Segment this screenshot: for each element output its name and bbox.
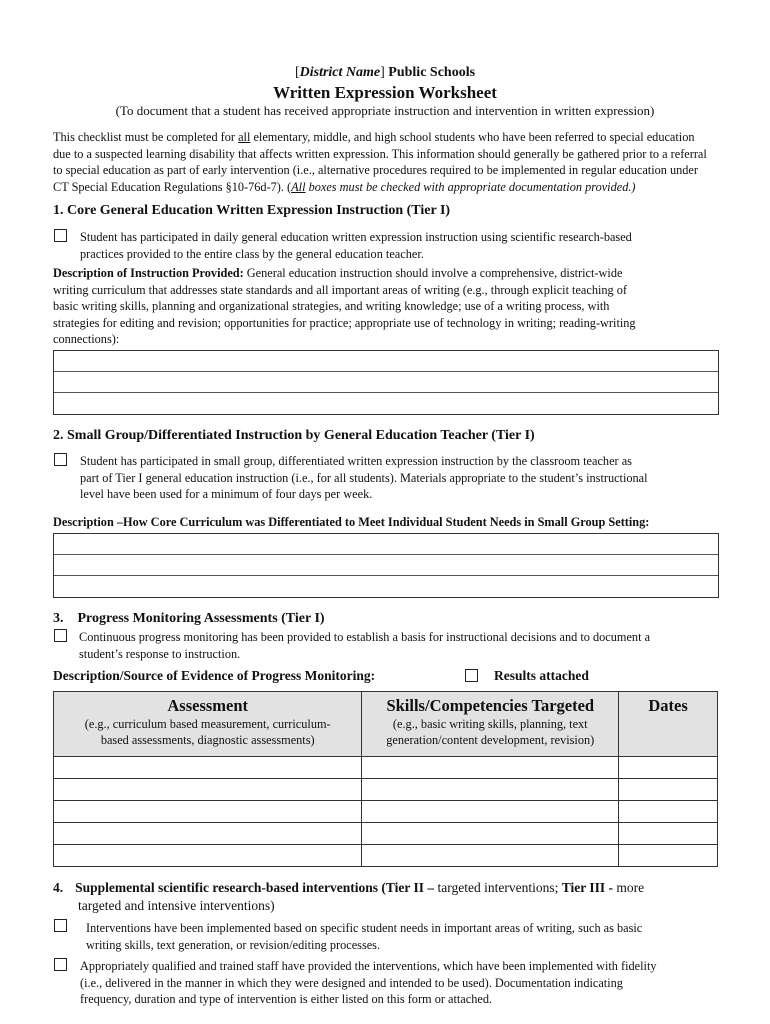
section1-desc-l4: strategies for editing and revision; opportunities for practice; appropriate use of technology in writing; reading-writing	[53, 315, 636, 330]
dates-heading: Dates	[648, 696, 688, 715]
assessment-column-header	[54, 692, 362, 757]
table-row	[54, 845, 718, 867]
section1-desc-l2: writing curriculum that addresses state standards and all important areas of writing (e.g., through explicit teaching of	[53, 282, 628, 297]
table-cell[interactable]	[54, 823, 362, 845]
section4-check2-l2: (i.e., delivered in the manner in which they were designed and intended to be used). Documentation indicating	[80, 975, 623, 990]
section2-desc-label: Description –How Core Curriculum was Differentiated to Meet Individual Student Needs in Small Group Setting:	[53, 515, 650, 529]
assessment-sub2: based assessments, diagnostic assessments)	[100, 733, 315, 747]
section1-checkbox[interactable]	[54, 229, 67, 242]
table-cell[interactable]	[619, 801, 718, 823]
section1-check-text	[80, 229, 632, 262]
section3-checkbox[interactable]	[54, 629, 67, 642]
section4-check2-l1: Appropriately qualified and trained staff have provided the interventions, which have been implemented with fidelity	[80, 959, 657, 973]
section4-heading-bold: Supplemental scientific research-based interventions (Tier II –	[75, 880, 435, 895]
table-cell[interactable]	[362, 801, 619, 823]
intro-line-4-all: All	[291, 179, 306, 194]
section4-heading-n1: targeted interventions;	[434, 880, 562, 895]
table-cell[interactable]	[362, 757, 619, 779]
intro-all: all	[238, 130, 251, 144]
section1-desc-l1: General education instruction should involve a comprehensive, district-wide	[243, 266, 623, 280]
section1-desc-label: Description of Instruction Provided:	[53, 266, 244, 280]
table-cell[interactable]	[54, 845, 362, 867]
section4-check1-l1: Interventions have been implemented based on specific student needs in important areas of writing, such as basic	[86, 921, 643, 935]
section3-heading	[53, 611, 325, 627]
section2-check-line1: Student has participated in small group, differentiated written expression instruction by the classroom teacher as	[80, 454, 632, 468]
section1-desc-l3: basic writing skills, planning and organizational strategies, and writing knowledge; use of a writing process, with	[53, 299, 610, 313]
table-cell[interactable]	[362, 845, 619, 867]
response-line[interactable]	[54, 351, 718, 372]
table-header-row	[54, 692, 718, 757]
section1-response-box[interactable]	[53, 350, 719, 415]
intro-paragraph	[53, 129, 743, 195]
section3-check-line2: student’s response to instruction.	[79, 646, 241, 661]
table-cell[interactable]	[362, 823, 619, 845]
section2-checkbox[interactable]	[54, 453, 67, 466]
section3-title: Progress Monitoring Assessments (Tier I)	[77, 611, 325, 626]
section4-checkbox-2[interactable]	[54, 958, 67, 971]
section1-check-line2: practices provided to the entire class by the general education teacher.	[80, 246, 424, 261]
public-schools: Public Schools	[388, 65, 476, 80]
dates-column-header	[619, 692, 718, 757]
skills-column-header	[362, 692, 619, 757]
table-cell[interactable]	[54, 779, 362, 801]
section4-check1-l2: writing skills, text generation, or revision/editing processes.	[86, 937, 381, 952]
results-attached-label: Results attached	[494, 668, 589, 683]
section1-description	[53, 265, 743, 348]
intro-line-4a: CT Special Education Regulations §10-76d-7). (	[53, 179, 292, 194]
section4-checkbox-1[interactable]	[54, 919, 67, 932]
section4-heading-bold2: Tier III -	[561, 880, 613, 895]
intro-line-3: to special education as part of early intervention (i.e., alternative procedures required to be implemented in regular education under	[53, 163, 698, 177]
section2-check-line3: level have been used for a minimum of four days per week.	[80, 487, 373, 501]
intro-line-4b: boxes must be checked with appropriate documentation provided.)	[305, 179, 636, 194]
assessment-sub1: (e.g., curriculum based measurement, curriculum-	[84, 717, 331, 731]
district-header: [District Name] Public Schools	[294, 65, 476, 80]
results-attached-checkbox[interactable]	[465, 669, 478, 682]
section2-heading: 2. Small Group/Differentiated Instruction by General Education Teacher (Tier I)	[53, 428, 535, 443]
section2-check-line2: part of Tier I general education instruction (i.e., for all students). Materials appropriate to the student’s instructional	[80, 470, 648, 485]
section4-heading-line2: targeted and intensive interventions)	[78, 898, 275, 913]
skills-heading: Skills/Competencies Targeted	[386, 696, 595, 715]
table-cell[interactable]	[619, 779, 718, 801]
intro-text-a: This checklist must be completed for	[53, 130, 239, 144]
response-line[interactable]	[54, 534, 718, 555]
skills-sub2: generation/content development, revision)	[386, 733, 595, 747]
table-cell[interactable]	[619, 823, 718, 845]
table-cell[interactable]	[54, 801, 362, 823]
table-row	[54, 757, 718, 779]
intro-line-2: due to a suspected learning disability that affects written expression. This information should generally be gathered prior to a referral	[53, 146, 707, 161]
table-row	[54, 779, 718, 801]
response-line[interactable]	[54, 372, 718, 393]
assessment-heading: Assessment	[167, 696, 249, 715]
table-row	[54, 801, 718, 823]
section4-check2-l3: frequency, duration and type of intervention is either listed on this form or attached.	[80, 992, 493, 1006]
progress-monitoring-table	[53, 691, 718, 867]
section3-check-line1: Continuous progress monitoring has been provided to establish a basis for instructional decisions and to document a	[79, 630, 651, 644]
section1-check-line1: Student has participated in daily general education written expression instruction using scientific research-based	[80, 230, 632, 244]
table-cell[interactable]	[619, 757, 718, 779]
section2-response-box[interactable]	[53, 533, 719, 598]
response-line[interactable]	[54, 555, 718, 576]
section3-desc-label: Description/Source of Evidence of Progress Monitoring:	[53, 668, 376, 683]
section2-check-text	[80, 453, 648, 503]
skills-sub1: (e.g., basic writing skills, planning, text	[392, 717, 588, 731]
section3-check-text	[79, 629, 650, 662]
response-line[interactable]	[54, 576, 718, 597]
page-subtitle: (To document that a student has received appropriate instruction and intervention in written expression)	[115, 103, 655, 118]
section4-check2-text	[80, 958, 657, 1008]
district-name: District Name	[299, 65, 381, 80]
intro-text-b: elementary, middle, and high school students who have been referred to special education	[250, 130, 695, 144]
section4-number: 4.	[53, 880, 64, 895]
response-line[interactable]	[54, 393, 718, 414]
section4-heading	[53, 879, 644, 915]
section3-number: 3.	[53, 611, 64, 626]
section1-heading: 1. Core General Education Written Expression Instruction (Tier I)	[53, 203, 451, 218]
section4-check1-text	[86, 920, 642, 953]
table-cell[interactable]	[619, 845, 718, 867]
table-cell[interactable]	[54, 757, 362, 779]
section4-heading-n2: more	[612, 880, 645, 895]
table-cell[interactable]	[362, 779, 619, 801]
page-title: Written Expression Worksheet	[273, 83, 497, 102]
section1-desc-l5: connections):	[53, 332, 120, 346]
table-row	[54, 823, 718, 845]
